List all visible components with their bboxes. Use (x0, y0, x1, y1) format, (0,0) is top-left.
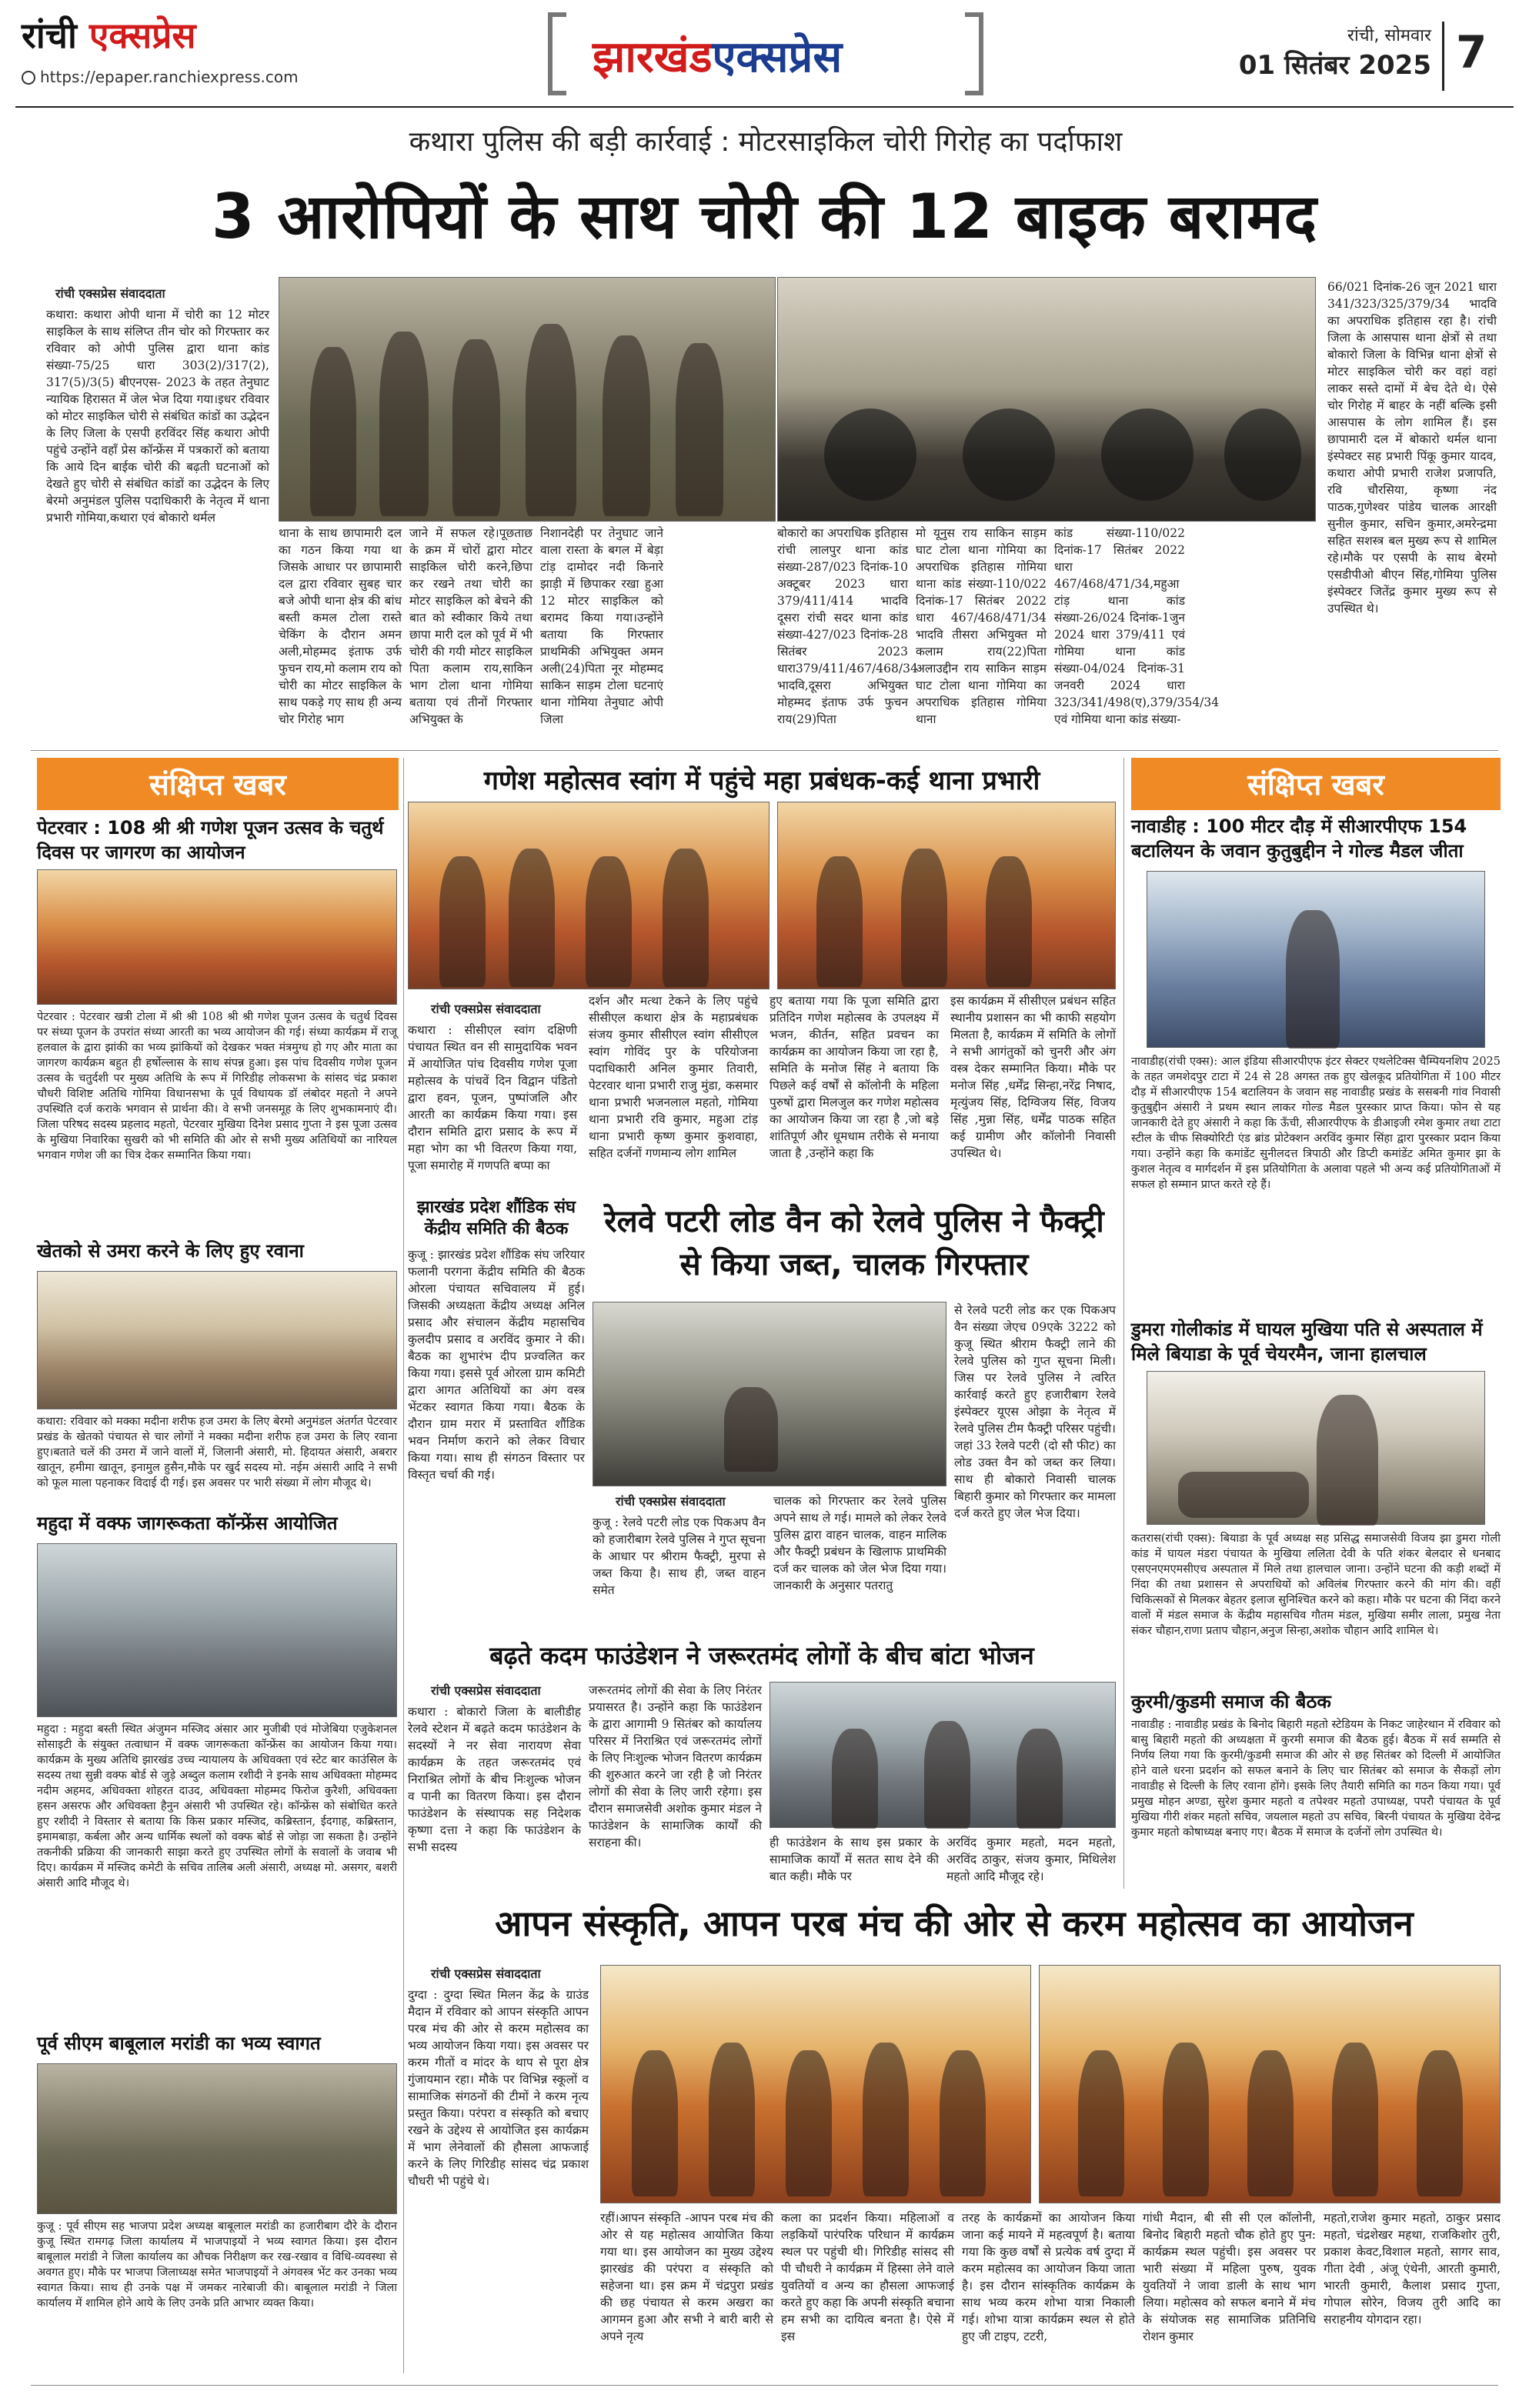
brief-left-title: संक्षिप्त खबर (37, 758, 399, 810)
railway-col-3: से रेलवे पटरी लोड कर एक पिकअप वैन संख्या जेएच 09एके 3222 को कुजू स्थित श्रीराम फैक्ट्री लाने की रेलवे पुलिस को गुप्त सूचना मिली। जिस पर रेलवे पुलिस ने त्वरित कार्रवाई करते हुए हजारीबाग रेलवे इंस्पेक्टर यूएस ओझा के नेतृत्व में रेलवे पुलिस टीम फैक्ट्री परिसर पहुंची। जहां 33 रेलवे पटरी (दो सौ फीट) का लोड उक्त वैन को जब्त कर लिया। साथ ही बोकारो निवासी चालक बिहारी कुमार को गिरफ्तार कर मामला दर्ज करते हुए जेल भेज दिया। (954, 1303, 1116, 1520)
lead-photo-bikes (777, 277, 1316, 522)
lead-bottom-rule (31, 750, 1498, 751)
lead-col-2: थाना के साथ छापामारी दल का गठन किया गया था जिसके आधार पर छापामारी दल द्वारा रविवार सुबह चार बजे ओपी थाना क्षेत्र की बांध बस्ती कमल टोला रास्ते चेकिंग के दौरान अमन अली,मोहम्मद इंताफ उर्फ फुचन राय,मो कलाम राय को चोरी का मोटर साइकिल के साथ पकड़े गए साथ ही अन्य चोर गिरोह भाग (279, 526, 402, 726)
karma-photo-1 (600, 1965, 1031, 2203)
ganesh-col-2: दर्शन और मत्था टेकने के लिए पहुंचे सीसीएल कथारा क्षेत्र के महाप्रबंधक संजय कुमार सीसीएल स्वांग सीसीएल स्वांग गोविंद पुर के परियोजना पदाधिकारी अनिल कुमार तिवारी, पेटरवार थाना प्रभारी राजु मुंडा, कसमार थाना प्रभारी भजनलाल महतो, गोमिया थाना प्रभारी रवि कुमार, महुआ टांड़ थाना प्रभारी कृष्ण कुमार कुशवाहा, सहित दर्जनों गणमान्य लोग शामिल (589, 994, 758, 1160)
brief-left-text-2: कथारा: रविवार को मक्का मदीना शरीफ हज उमरा के लिए बेरमो अनुमंडल अंतर्गत पेटरवार प्रखंड के खेतको पंचायत से चार लोगों ने मक्का मदीना शरीफ हज उमरा के लिए रवाना हुए।बताते चलें की उमरा में जाने वालों में, जिलानी अंसारी, मो. हिदायत अंसारी, अबरार खातून, हमीमा खातून, इनामुल हुसैन,मौके पर खुर्द सदस्य मो. नईम अंसारी आदि ने सभी को फूल माला पहनाकर विदाई दी गई। इस अवसर पर भारी संख्या में लोग मौजूद थे। (37, 1416, 397, 1489)
lead-photo-police (279, 277, 776, 522)
lead-headline: 3 आरोपियों के साथ चोरी की 12 बाइक बरामद (211, 181, 1318, 252)
railway-byline: रांची एक्सप्रेस संवाददाता (616, 1494, 726, 1509)
food-col-3: ही फाउंडेशन के साथ इस प्रकार के सामाजिक कार्यों में सतत साथ देने की बात कही। मौके पर (770, 1836, 939, 1883)
page-number-divider (1442, 22, 1444, 91)
lead-col-3: जाने में सफल रहे।पूछताछ के क्रम में चोरों द्वारा मोटर साइकिल चोरी करने,छिपा कर रखने तथा चोरी का मोटर साइकिल को बेचने की बात को स्वीकार किये तथा छापा मारी दल को पूर्व में भी चोरी की गयी मोटर साइकिल पिता कलाम राय,साकिन भाग टोला थाना गोमिया बताया एवं तीनों गिरफ्तार अभियुक्त के (409, 526, 532, 726)
brief-right-text-2: कतरास(रांची एक्स): बियाडा के पूर्व अध्यक्ष सह प्रसिद्ध समाजसेवी विजय झा डुमरा गोली कांड में घायल मंडरा पंचायत के मुखिया ललिता देवी के पति शंकर बेलदार से धनबाद एसएनएमएमसीएच अस्पताल में मिले तथा हालचाल जाना। उन्होंने घटना की कड़ी शब्दों में निंदा की तथा प्रशासन से अपराधियों को अविलंब गिरफ्तार करने की मांग की। वहीं चिकित्सकों से मिलकर बेहतर इलाज सुनिश्चित करने को कहा। मौके पर घटना की निंदा करने वालों में मंडल समाज के केंद्रीय महासचिव गौतम मंडल, मुखिया समीर लाला, प्रमुख नेता संकर चौहान,राणा प्रताप चौहान,अनुज सिन्हा,अशोक चौहान आदि शामिल थे। (1131, 1533, 1501, 1637)
railway-photo (593, 1302, 946, 1486)
brief-left-photo-4 (37, 2063, 397, 2214)
masthead-rule (15, 106, 1514, 108)
brief-right-text-3: नावाडीह : नावाडीह प्रखंड के बिनोद बिहारी महतो स्टेडियम के निकट जाहेरथान में रविवार को बासु बिहारी महतो की अध्यक्षता में कुरमी समाज की बैठक हुई। बैठक में सर्व सम्मति से निर्णय लिया गया कि कुरमी/कुडमी समाज की ओर से छह सितंबर को दिल्ली में आयोजित होने वाले धरना प्रदर्शन को सफल बनाने के लिए चार सितंबर को समाज के सैकड़ों लोग नावाडीह से दिल्ली के लिए रवाना होंगे। इसके लिए तैयारी समिति का गठन किया गया। पूर्व प्रमुख मोहन अण्डा, सुरेश कुमार महतो व तपेश्वर महतो उपाध्यक्ष, पपरौ पंचायत के पूर्व मुखिया गीरी शंकर महतो सचिव, जयलाल महतो उप सचिव, बिरनी पंचायत के मुखिया देवेन्द्र कुमार महतो कोषाध्यक्ष बनाए गए। बैठक में समाज के दर्जनों लोग उपस्थित थे। (1131, 1719, 1501, 1839)
brief-left-photo-1 (37, 869, 397, 1005)
karma-col-4: तरह के कार्यक्रमों का आयोजन किया जाना कई मायने में महत्वपूर्ण है। बताया गया कि कुछ वर्षों से प्रत्येक वर्ष दुग्दा में करम महोत्सव का आयोजन किया जाता है। इस दौरान सांस्कृतिक कार्यक्रम के साथ भव्य करम शोभा यात्रा निकाली गई। शोभा यात्रा कार्यक्रम स्थल से होते हुए जी टाइप, टटरी, (962, 2211, 1135, 2343)
page-number: 7 (1456, 26, 1487, 78)
ganesh-photo-1 (408, 802, 770, 989)
separator (1123, 758, 1124, 1889)
ganesh-byline: रांची एक्सप्रेस संवाददाता (431, 1002, 541, 1016)
brief-left-text-3: महुदा : महुदा बस्ती स्थित अंजुमन मस्जिद अंसार आर मुजीबी एवं मोजेबिया एजुकेशनल सोसाइटी के संयुक्त तत्वाधान में वक्फ जागरूकता कॉन्फ्रेंस का आयोजन किया गया। कार्यक्रम के मुख्य अतिथि झारखंड उच्च न्यायालय के अधिवक्ता एवं स्टेट बार काउंसिल के सदस्य तथा सुन्नी वक्फ बोर्ड से जुड़े अब्दुल कलाम रशीदी ने इनके साथ अधिवक्ता मोहम्मद नदीम अहमद, अधिवक्ता शोहरत दाउद, अधिवक्ता मोहम्मद फिरोज कुरैशी, अधिवक्ता हसन असरफ और अधिवक्ता हैनुन अंसारी भी उपस्थित रहे। कॉन्फ्रेंस को संबोधित करते हुए रशीदी ने विस्तार से बताया कि किस प्रकार मस्जिद, कब्रिस्तान, ईदगाह, कब्रिस्तान, इमामबाड़ा, कर्बला और अन्य धार्मिक स्थलों को वक्फ बोर्ड से जोड़ा जा सकता है। उन्होंने तकनीकी प्रक्रिया की जानकारी साझा करते हुए उपस्थित लोगों के सवालों के जवाब भी दिए। कार्यक्रम में मस्जिद कमेटी के सचिव तालिब अली अंसारी, अध्यक्ष मो. असगर, बशरी अंसारी आदि मौजूद थे। (37, 1723, 397, 1889)
brief-left-head-2: खेतको से उमरा करने के लिए हुए रवाना (37, 1240, 304, 1262)
railway-headline: रेलवे पटरी लोड वैन को रेलवे पुलिस ने फैक्ट्री से किया जब्त, चालक गिरफ्तार (604, 1204, 1104, 1282)
brief-right-head-2: डुमरा गोलीकांड में घायल मुखिया पति से अस्पताल में मिले बियाडा के पूर्व चेयरमैन, जाना हालचाल (1131, 1319, 1483, 1365)
karma-col-3: कला का प्रदर्शन किया। महिलाओं व लड़कियों पारंपरिक परिधान में कार्यक्रम स्थल पर पहुंची थी। गिरिडीह सांसद सी पी चौधरी ने कार्यक्रम में हिस्सा लेने वाले युवतियों व अन्य का हौसला आफजाई करते हुए कहा कि अपनी संस्कृति बचाना हम सभी का दायित्व बनता है। ऐसे में इस (781, 2211, 954, 2343)
lead-col-1: कथारा: कथारा ओपी थाना में चोरी का 12 मोटर साइकिल के साथ संलिप्त तीन चोर को गिरफ्तार कर रविवार को ओपी पुलिस द्वारा थाना कांड संख्या-75/25 धारा 303(2)/317(2), 317(5)/3(5) बीएनएस- 2023 के तहत तेनुघाट न्यायिक हिरासत में जेल भेज दिया गया।इधर रविवार को मोटर साइकिल चोरी से संबंधित कांडों का उद्भेदन के लिए जिला के एसपी हरविंदर सिंह कथारा ओपी पहुंचे उन्होंने वहाँ प्रेस कॉन्फ्रेंस में पत्रकारों को बताया कि आये दिन बाईक चोरी की बढ़ती घटनाओं को देखते हुए चोरी से संबंधित कांडों का उद्भेदन के लिए बेरमो अनुमंडल पुलिस पदाधिकारी के नेतृत्व में थाना प्रभारी गोमिया,कथारा एवं बोकारो थर्मल (46, 308, 269, 525)
food-photo (770, 1682, 1116, 1828)
newspaper-name: रांची एक्सप्रेस (22, 15, 196, 56)
karma-byline: रांची एक्सप्रेस संवाददाता (431, 1966, 541, 1981)
karma-col-6: महतो,राजेश कुमार महतो, ठाकुर प्रसाद महतो, चंद्रशेखर महथा, राजकिशोर तुरी, प्रकाश केवट,विशाल महतो, सागर साव, गीता देवी , अंजू एंथेनी, आरती कुमारी, भारती कुमारी, कैलाश प्रसाद गुप्ता, गोपाल सोरेन, विजय तुरी आदि का सराहनीय योगदान रहा। (1324, 2211, 1501, 2326)
brief-left-photo-3 (37, 1543, 397, 1717)
separator (403, 758, 404, 2373)
ganesh-col-4: इस कार्यक्रम में सीसीएल प्रबंधन सहित स्थानीय प्रशासन का भी काफी सहयोग मिलता है, कार्यक्रम में समिति के लोगों ने सभी आगंतुकों को चुनरी और अंग वस्त्र देकर सम्मानित किया। मौके पर मनोज सिंह ,धर्मेंद्र सिन्हा,नरेंद्र निषाद, मृत्युंजय सिंह, दिग्विजय सिंह, विजय सिंह ,मुन्ना सिंह, धर्मेंद्र पाठक सहित कई ग्रामीण और कॉलोनी निवासी उपस्थित थे। (950, 994, 1116, 1160)
epaper-url[interactable]: https://epaper.ranchiexpress.com (22, 68, 345, 86)
brief-right-title: संक्षिप्त खबर (1131, 758, 1501, 810)
lead-col-7: कांड संख्या-110/022 दिनांक-17 सितंबर 2022 धारा 467/468/471/34,महुआ टांड़ थाना कांड संख्या-26/024 दिनांक-1जुन 2024 धारा 379/411 एवं गोमिया थाना कांड संख्या-04/024 दिनांक-31 जनवरी 2024 धारा 323/341/498(ए),379/354/34 एवं गोमिया थाना कांड संख्या- (1054, 526, 1220, 726)
lead-col-6: मो यूनुस राय साकिन साड़म घाट टोला थाना गोमिया का अपराधिक इतिहास गोमिया थाना कांड संख्या-110/022 दिनांक-17 सितंबर 2022 धारा 467/468/471/34 भादवि तीसरा अभियुक्त मो कलाम राय(22)पिता अलाउद्दीन राय साकिन साड़म घाट टोला थाना गोमिया का अपराधिक इतिहास गोमिया थाना (916, 526, 1047, 726)
food-col-2: जरूरतमंद लोगों की सेवा के लिए निरंतर प्रयासरत है। उन्होंने कहा कि फाउंडेशन के द्वारा आगामी 9 सितंबर को कार्यालय परिसर में निराश्रित एवं जरूरतमंद लोगों के लिए निःशुल्क भोजन वितरण कार्यक्रम की शुरुआत करने जा रही है जो निरंतर लोगों की सेवा के लिए जारी रहेगा। इस दौरान समाजसेवी अशोक कुमार मंडल ने फाउंडेशन के सामाजिक कार्यों की सराहना की। (589, 1683, 762, 1849)
brief-right-head-3: कुरमी/कुडमी समाज की बैठक (1131, 1691, 1331, 1713)
brief-left-text-4: कुजू : पूर्व सीएम सह भाजपा प्रदेश अध्यक्ष बाबूलाल मरांडी का हजारीबाग दौरे के दौरान कुजू स्थित रामगढ़ जिला कार्यालय में भाजपाइयों ने भव्य स्वागत किया। इस दौरान बाबूलाल मरांडी ने जिला कार्यालय का औचक निरीक्षण कर रख-रखाव व विधि-व्यवस्था से अवगत हुए। मौके पर भाजपा जिलाध्यक्ष समेत भाजपाइयों ने अंगवस्त्र भेंट कर उनका भव्य स्वागत किया। साथ ही उनके पक्ष में जमकर नारेबाजी की। बाबूलाल मरांडी ने जिला कार्यालय में शामिल होने आये के लिए उनके प्रति आभार व्यक्त किया। (37, 2220, 397, 2310)
meeting-text: कुजू : झारखंड प्रदेश शौंडिक संघ जरियार फलानी परगना केंद्रीय समिति की बैठक ओरला पंचायत सचिवालय में हुई। जिसकी अध्यक्षता केंद्रीय अध्यक्ष अनिल प्रसाद और संचालन केंद्रीय महासचिव कुलदीप प्रसाद व अरविंद कुमार ने की। बैठक का शुभारंभ दीप प्रज्वलित कर किया गया। इससे पूर्व ओरला ग्राम कमिटी द्वारा आगत अतिथियों का अंग वस्त्र भेंटकर स्वागत किया गया। बैठक के दौरान ग्राम मरार में प्रस्तावित शौंडिक भवन निर्माण कराने को लेकर विचार किया गया। साथ ही संगठन विस्तार पर विस्तृत चर्चा की गई। (408, 1248, 585, 1482)
brief-left-photo-2 (37, 1271, 397, 1409)
karma-col-5: गांधी मैदान, बी सी सी एल कॉलोनी, बिनोद बिहारी महतो चौक होते हुए पुन: कार्यक्रम स्थल पहुंची। इस अवसर पर भारी संख्या में महिला पुरुष, युवक युवतियों ने जावा डाली के साथ भाग लिया। महोत्सव को सफल बनाने में मंच के संयोजक सह सामाजिक प्रतिनिधि रोशन कुमार (1143, 2211, 1316, 2343)
food-byline: रांची एक्सप्रेस संवाददाता (431, 1683, 541, 1698)
food-col-1: कथारा : बोकारो जिला के बालीडीह रेलवे स्टेशन में बढ़ते कदम फाउंडेशन के सदस्यों ने नर सेवा नारायण सेवा कार्यक्रम के तहत जरूरतमंद एवं निराश्रित लोगों के बीच निःशुल्क भोजन व पानी का वितरण किया। इस दौरान फाउंडेशन के संस्थापक सह निदेशक कृष्णा दत्ता ने कहा कि फाउंडेशन के सभी सदस्य (408, 1705, 581, 1854)
section-bracket-left (548, 12, 566, 95)
karma-col-2: रहीं।आपन संस्कृति -आपन परब मंच की ओर से यह महोत्सव आयोजित किया गया था। इस आयोजन का मुख्य उद्देश्य झारखंड की परंपरा व संस्कृति को सहेजना था। इस क्रम में चंद्रपुरा प्रखंड की छह पंचायत से करम अखरा का आगमन हुआ और सभी ने बारी बारी से अपने नृत्य (600, 2211, 773, 2343)
brief-left-head-1: पेटरवार : 108 श्री श्री गणेश पूजन उत्सव के चतुर्थ दिवस पर जागरण का आयोजन (37, 817, 384, 863)
lead-byline: रांची एक्सप्रेस संवाददाता (55, 286, 165, 301)
ganesh-col-3: हुए बताया गया कि पूजा समिति द्वारा प्रतिदिन गणेश महोत्सव के उपलक्ष्य में भजन, कीर्तन, सहित प्रवचन का कार्यक्रम का आयोजन किया जा रहा है, समिति के मनोज सिंह ने बताया कि पिछले कई वर्षों से कॉलोनी के महिला पुरुषों द्वारा मिलजुल कर गणेश महोत्सव का आयोजन किया जा रहा है ,जो बड़े शांतिपूर्ण और धूमधाम तरीके से मनाया जाता है ,उन्होंने कहा कि (770, 994, 939, 1160)
footer-rule (31, 2385, 1498, 2386)
lead-col-8: 66/021 दिनांक-26 जून 2021 धारा 341/323/325/379/34 भादवि का अपराधिक इतिहास रहा है। रांची जिला के आसपास थाना क्षेत्रों से तथा बोकारो जिला के विभिन्न थाना क्षेत्रों से मोटर साइकिल चोरी कर वहां वहां लाकर सस्ते दामों में बेच देते थे। ऐसे चोर गिरोह में बाहर के नहीं बल्कि इसी आसपास के लोग शामिल हैं। इस छापामारी दल में बोकारो थर्मल थाना इंस्पेक्टर सह प्रभारी पिंकू कुमार यादव, कथारा ओपी प्रभारी राजेश प्रजापति, रवि चौरसिया, कृष्णा नंद पाठक,गुणेश्वर पांडेय चालक आरक्षी सुनील कुमार, सचिन कुमार,अमरेन्द्रमा सहित सशस्त्र बल मुख्य रूप से शामिल रहे।मौके पर एसपी के साथ बेरमो एसडीपीओ बीएन सिंह,गोमिया पुलिस इंस्पेक्टर जितेंद्र कुमार मुख्य रूप से उपस्थित थे। (1327, 280, 1497, 615)
food-headline: बढ़ते कदम फाउंडेशन ने जरूरतमंद लोगों के बीच बांटा भोजन (489, 1641, 1034, 1670)
railway-col-1: कुजू : रेलवे पटरी लोड एक पिकअप वैन को हजारीबाग रेलवे पुलिस ने गुप्त सूचना के आधार पर श्रीराम फैक्ट्री, मुरपा से जब्त किया है। साथ ही, जब्त वाहन समेत (593, 1516, 766, 1597)
dateline: रांची, सोमवार 01 सितंबर 2025 (1238, 26, 1431, 81)
brief-right-head-1: नावाडीह : 100 मीटर दौड़ में सीआरपीएफ 154 बटालियन के जवान कुतुबुद्दीन ने गोल्ड मैडल जीता (1131, 815, 1467, 862)
ganesh-photo-2 (777, 802, 1116, 989)
ganesh-col-1: कथारा : सीसीएल स्वांग दक्षिणी पंचायत स्थित वन सी सामुदायिक भवन में आयोजित पांच दिवसीय गणेश पूजा महोत्सव के पांचवें दिन विद्वान पंडितो द्वारा हवन, पूजन, पुष्पांजलि और आरती का कार्यक्रम किया गया। इस दौरान समिति द्वारा प्रसाद के रूप में महा भोग का भी वितरण किया गया, पूजा समारोह में गणपति बप्पा का (408, 1023, 577, 1172)
brief-left-head-4: पूर्व सीएम बाबूलाल मरांडी का भव्य स्वागत (37, 2033, 321, 2054)
lead-col-4: निशानदेही पर तेनुघाट जाने वाला रास्ता के बगल में बेड़ा टांड़ दामोदर नदी किनारे झाड़ी में छिपाकर रखा हुआ 12 मोटर साइकिल को बरामद किया गया।उन्होंने बताया कि गिरफ्तार प्राथमिकी अभियुक्त अमन अली(24)पिता नूर मोहम्मद साकिन साड़म टोला घटनाएं थाना गोमिया तेनुघाट ओपी जिला (540, 526, 663, 726)
brief-left-text-1: पेटरवार : पेटरवार खत्री टोला में श्री श्री 108 श्री श्री गणेश पूजन उत्सव के चतुर्थ दिवस पर संध्या पूजन के उपरांत संध्या आरती का भव्य आयोजन की गई। संध्या कार्यक्रम में राजू हलवाल के द्वारा झांकी का भव्य झांकियों को देखकर भक्त मंत्रमुग्ध हो गए और माता का जागरण कार्यक्रम बहुत ही हर्षोल्लास के साथ संपन्न हुआ। इस पांच दिवसीय गणेश पूजन उत्सव के चतुर्दशी पर मुख्य अतिथि के रूप में गिरिडीह लोकसभा के सांसद चंद्र प्रकाश चौधरी विशिष्ट अतिथि गोमिया विधानसभा के पूर्व विधायक डॉ लंबोदर महतो ने अपने उपस्थिति दर्ज कराके भगवान से प्रार्थना की। वे सभी जनसमूह के लिए शुभकामनाएं दी। जिला परिषद सदस्य प्रहलाद महतो, पेटरवार मुखिया दिनेश प्रसाद गुप्ता ने इस पूजा उत्सव के मुखिया निवारिका सुखरी को भी समिति की ओर से सभी मुख्य अतिथियों का नारियल भगवान गणेश जी का चित्र देकर सम्मानित किया गया। (37, 1011, 397, 1162)
lead-kicker: कथारा पुलिस की बड़ी कार्रवाई : मोटरसाइकिल चोरी गिरोह का पर्दाफाश (409, 126, 1123, 158)
ganesh-headline: गणेश महोत्सव स्वांग में पहुंचे महा प्रबंधक-कई थाना प्रभारी (483, 765, 1040, 796)
brief-right-text-1: नावाडीह(रांची एक्स): आल इंडिया सीआरपीएफ इंटर सेक्टर एथलेटिक्स चैम्पियनशिप 2025 के तहत जमशेदपुर टाटा में 24 से 28 अगस्त तक हुए खेलकूद प्रतियोगिता में 100 मीटर दौड़ में सीआरपीएफ 154 बटालियन के जवान सह नावाडीह प्रखंड के ससबनी गांव निवासी कुतुबुद्दीन अंसारी ने प्रथम स्थान लाकर गोल्ड मैडल पुरस्कार प्राप्त किया। फोन से यह जानकारी देते हुए अंसारी ने कहा कि ऊँची, सीआरपीएफ के डीआइजी रमेश कुमार तथा टाटा स्टील के चीफ सिक्योरिटी एंड ब्रांड प्रोटेक्शन अरविंद कुमार सिंहा द्वारा पुरस्कार प्रदान किया गया। उन्होंने कहा कि कमांडेंट सुनीलदत्त त्रिपाठी और डिप्टी कमांडेंट अमित कुमार झा के कुशल नेतृत्व व मार्गदर्शन में इस प्रतियोगिता के अलावा पहले भी अन्य कई प्रतियोगिताओं में सफल हो सम्मान प्राप्त करते रहे हैं। (1131, 1056, 1501, 1191)
section-bracket-right (965, 12, 983, 95)
brief-right-photo-2 (1147, 1371, 1485, 1525)
brief-right-photo-1 (1147, 871, 1485, 1048)
food-col-4: अरविंद कुमार महतो, मदन महतो, अरविंद ठाकुर, संजय कुमार, मिथिलेश महतो आदि मौजूद रहे। (946, 1836, 1116, 1883)
karma-photo-2 (1039, 1965, 1501, 2203)
section-title: झारखंडएक्सप्रेस (593, 32, 843, 82)
karma-headline: आपन संस्कृति, आपन परब मंच की ओर से करम महोत्सव का आयोजन (495, 1903, 1414, 1944)
railway-col-2: चालक को गिरफ्तार कर रेलवे पुलिस अपने साथ ले गई। मामले को लेकर रेलवे पुलिस द्वारा वाहन चालक, वाहन मालिक और फैक्ट्री प्रबंधन के खिलाफ प्राथमिकी दर्ज कर चालक को जेल भेज दिया गया।जानकारी के अनुसार पतरातु (773, 1494, 946, 1593)
meeting-headline: झारखंड प्रदेश शौंडिक संघ केंद्रीय समिति की बैठक (416, 1198, 576, 1239)
globe-icon (22, 71, 35, 85)
karma-col-1: दुग्दा : दुग्दा स्थित मिलन केंद्र के ग्राउंड मैदान में रविवार को आपन संस्कृति आपन परब मंच की ओर से करम महोत्सव का भव्य आयोजन किया गया। इस अवसर पर करम गीतों व मांदर के थाप से पूरा क्षेत्र गुंजायमान रहा। मौके पर विभिन्न स्कूलों व सामाजिक संगठनों की टीमों ने करम नृत्य प्रस्तुत किया। परंपरा व संस्कृति को बचाए रखने के उद्देश्य से आयोजित इस कार्यक्रम में भाग लेनेवालों की हौसला आफजाई करने के लिए गिरिडीह सांसद चंद्र प्रकाश चौधरी भी पहुंचे थे। (408, 1988, 589, 2188)
lead-col-5: बोकारो का अपराधिक इतिहास रांची लालपुर थाना कांड संख्या-287/023 दिनांक-10 अक्टूबर 2023 धारा 379/411/414 भादवि दूसरा रांची सदर थाना कांड संख्या-427/023 दिनांक-28 सितंबर 2023 धारा379/411/467/468/34 भादवि,दूसरा अभियुक्त मोहम्मद इंताफ उर्फ फुचन राय(29)पिता (777, 526, 918, 726)
brief-left-head-3: महुदा में वक्फ जागरूकता कॉन्फ्रेंस आयोजित (37, 1513, 338, 1534)
